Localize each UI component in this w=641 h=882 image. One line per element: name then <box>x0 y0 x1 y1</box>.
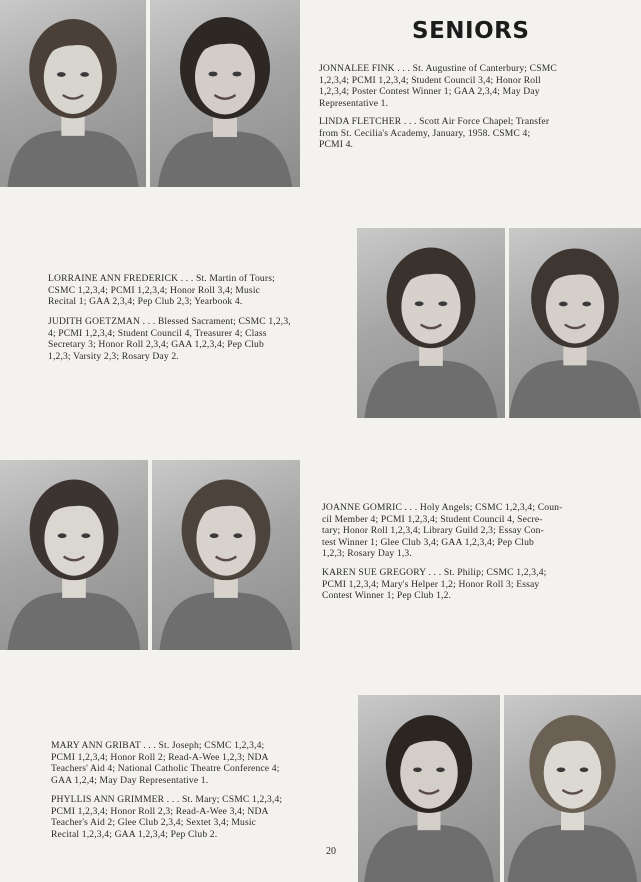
portrait-figure-icon <box>358 695 500 882</box>
eye-shape <box>557 767 566 772</box>
bio-grimmer <box>51 794 282 840</box>
eye-shape <box>582 302 591 307</box>
portrait-figure-icon <box>357 228 505 418</box>
bio-line: cil Member 4; PCMI 1,2,3,4; Student Council 4, Secre- <box>322 513 543 525</box>
portrait-photo-goetzman <box>509 228 641 418</box>
eye-shape <box>57 72 66 77</box>
bio-line: test Winner 1; Glee Club 3,4; GAA 1,2,3,4; Pep Club <box>322 536 535 548</box>
sweater-shape <box>7 592 140 650</box>
bio-line: JONNALEE FINK . . . St. Augustine of Canterbury; CSMC <box>319 63 557 74</box>
bio-line: Contest Winner 1; Pep Club 1,2. <box>322 590 452 602</box>
page-title: SENIORS <box>412 18 530 44</box>
bio-line: Recital 1; GAA 2,3,4; Pep Club 2,3; Yearbook 4. <box>48 296 243 308</box>
sweater-shape <box>364 360 497 418</box>
eye-shape <box>438 301 447 306</box>
portrait-figure-icon <box>509 228 641 418</box>
eye-shape <box>415 301 424 306</box>
bio-line: 1,2,3; Varsity 2,3; Rosary Day 2. <box>48 350 179 362</box>
bio-frederick <box>48 273 275 308</box>
bio-line: from St. Cecilia's Academy, January, 1958. CSMC 4; <box>319 127 531 139</box>
portrait-figure-icon <box>152 460 300 650</box>
sweater-shape <box>7 130 138 187</box>
portrait-figure-icon <box>0 0 146 187</box>
eye-shape <box>413 767 422 772</box>
eye-shape <box>58 533 67 538</box>
face-shape <box>544 737 602 809</box>
bio-line: 1,2,3; Rosary Day 1,3. <box>322 548 412 560</box>
bio-line: Representative 1. <box>319 97 389 109</box>
eye-shape <box>233 72 242 77</box>
portrait-photo-fink <box>0 0 146 187</box>
bio-line: PCMI 1,2,3,4; Honor Roll 2; Read-A-Wee 1,2,3; NDA <box>51 751 269 763</box>
bio-line: KAREN SUE GREGORY . . . St. Philip; CSMC 1,2,3,4; <box>322 567 547 578</box>
portrait-figure-icon <box>504 695 641 882</box>
portrait-photo-fletcher <box>150 0 300 187</box>
bio-line: CSMC 1,2,3,4; PCMI 1,2,3,4; Honor Roll 3,4; Music <box>48 284 261 296</box>
sweater-shape <box>159 592 292 650</box>
bio-line: Recital 1,2,3,4; GAA 1,2,3,4; Pep Club 2. <box>51 828 218 840</box>
face-shape <box>44 502 103 576</box>
bio-line: 4; PCMI 1,2,3,4; Student Council 4, Treasurer 4; Class <box>48 327 267 339</box>
sweater-shape <box>509 360 641 418</box>
bio-line: MARY ANN GRIBAT . . . St. Joseph; CSMC 1,2,3,4; <box>51 740 265 751</box>
sweater-shape <box>508 824 637 882</box>
face-shape <box>196 502 255 576</box>
sweater-shape <box>364 824 493 882</box>
bio-line: PHYLLIS ANN GRIMMER . . . St. Mary; CSMC 1,2,3,4; <box>51 794 283 805</box>
face-shape <box>401 270 460 344</box>
eye-shape <box>233 533 242 538</box>
bio-line: PCMI 1,2,3,4; Honor Roll 2,3; Read-A-Wee 3,4; NDA <box>51 805 269 817</box>
bio-gregory <box>322 567 547 602</box>
face-shape <box>195 40 255 115</box>
bio-line: PCMI 4. <box>319 139 354 151</box>
eye-shape <box>209 72 218 77</box>
portrait-photo-frederick <box>357 228 505 418</box>
bio-line: LORRAINE ANN FREDERICK . . . St. Martin of Tours; <box>48 273 275 284</box>
bio-line: Teacher's Aid 2; Glee Club 2,3,4; Sextet 3,4; Music <box>51 817 257 829</box>
eye-shape <box>559 302 568 307</box>
bio-line: JOANNE GOMRIC . . . Holy Angels; CSMC 1,2,3,4; Coun- <box>322 502 563 513</box>
face-shape <box>546 270 604 343</box>
bio-line: tary; Honor Roll 1,2,3,4; Library Guild 2,3; Essay Con- <box>322 525 544 537</box>
eye-shape <box>81 533 90 538</box>
portrait-photo-gomric <box>0 460 148 650</box>
eye-shape <box>580 767 589 772</box>
eye-shape <box>210 533 219 538</box>
bio-line: Secretary 3; Honor Roll 2,3,4; GAA 1,2,3,4; Pep Club <box>48 339 264 351</box>
face-shape <box>400 737 458 809</box>
sweater-shape <box>158 131 293 187</box>
bio-line: LINDA FLETCHER . . . Scott Air Force Chapel; Transfer <box>319 116 550 127</box>
bio-line: GAA 1,2,4; May Day Representative 1. <box>51 774 209 786</box>
bio-gomric <box>322 502 562 560</box>
eye-shape <box>80 72 89 77</box>
face-shape <box>44 41 102 114</box>
portrait-figure-icon <box>150 0 300 187</box>
bio-line: JUDITH GOETZMAN . . . Blessed Sacrament; CSMC 1,2,3, <box>48 316 291 327</box>
portrait-photo-gregory <box>152 460 300 650</box>
bio-goetzman <box>48 316 291 362</box>
portrait-photo-grimmer <box>504 695 641 882</box>
portrait-photo-gribat <box>358 695 500 882</box>
bio-fink <box>319 63 557 109</box>
bio-line: 1,2,3,4; Poster Contest Winner 1; GAA 2,3,4; May Day <box>319 86 540 98</box>
bio-line: Teachers' Aid 4; National Catholic Theatre Conference 4; <box>51 763 280 775</box>
bio-fletcher <box>319 116 549 151</box>
portrait-figure-icon <box>0 460 148 650</box>
bio-line: PCMI 1,2,3,4; Mary's Helper 1,2; Honor Roll 3; Essay <box>322 578 540 590</box>
bio-line: 1,2,3,4; PCMI 1,2,3,4; Student Council 3,4; Honor Roll <box>319 74 541 86</box>
page-number: 20 <box>326 846 336 857</box>
bio-gribat <box>51 740 280 786</box>
eye-shape <box>436 767 445 772</box>
